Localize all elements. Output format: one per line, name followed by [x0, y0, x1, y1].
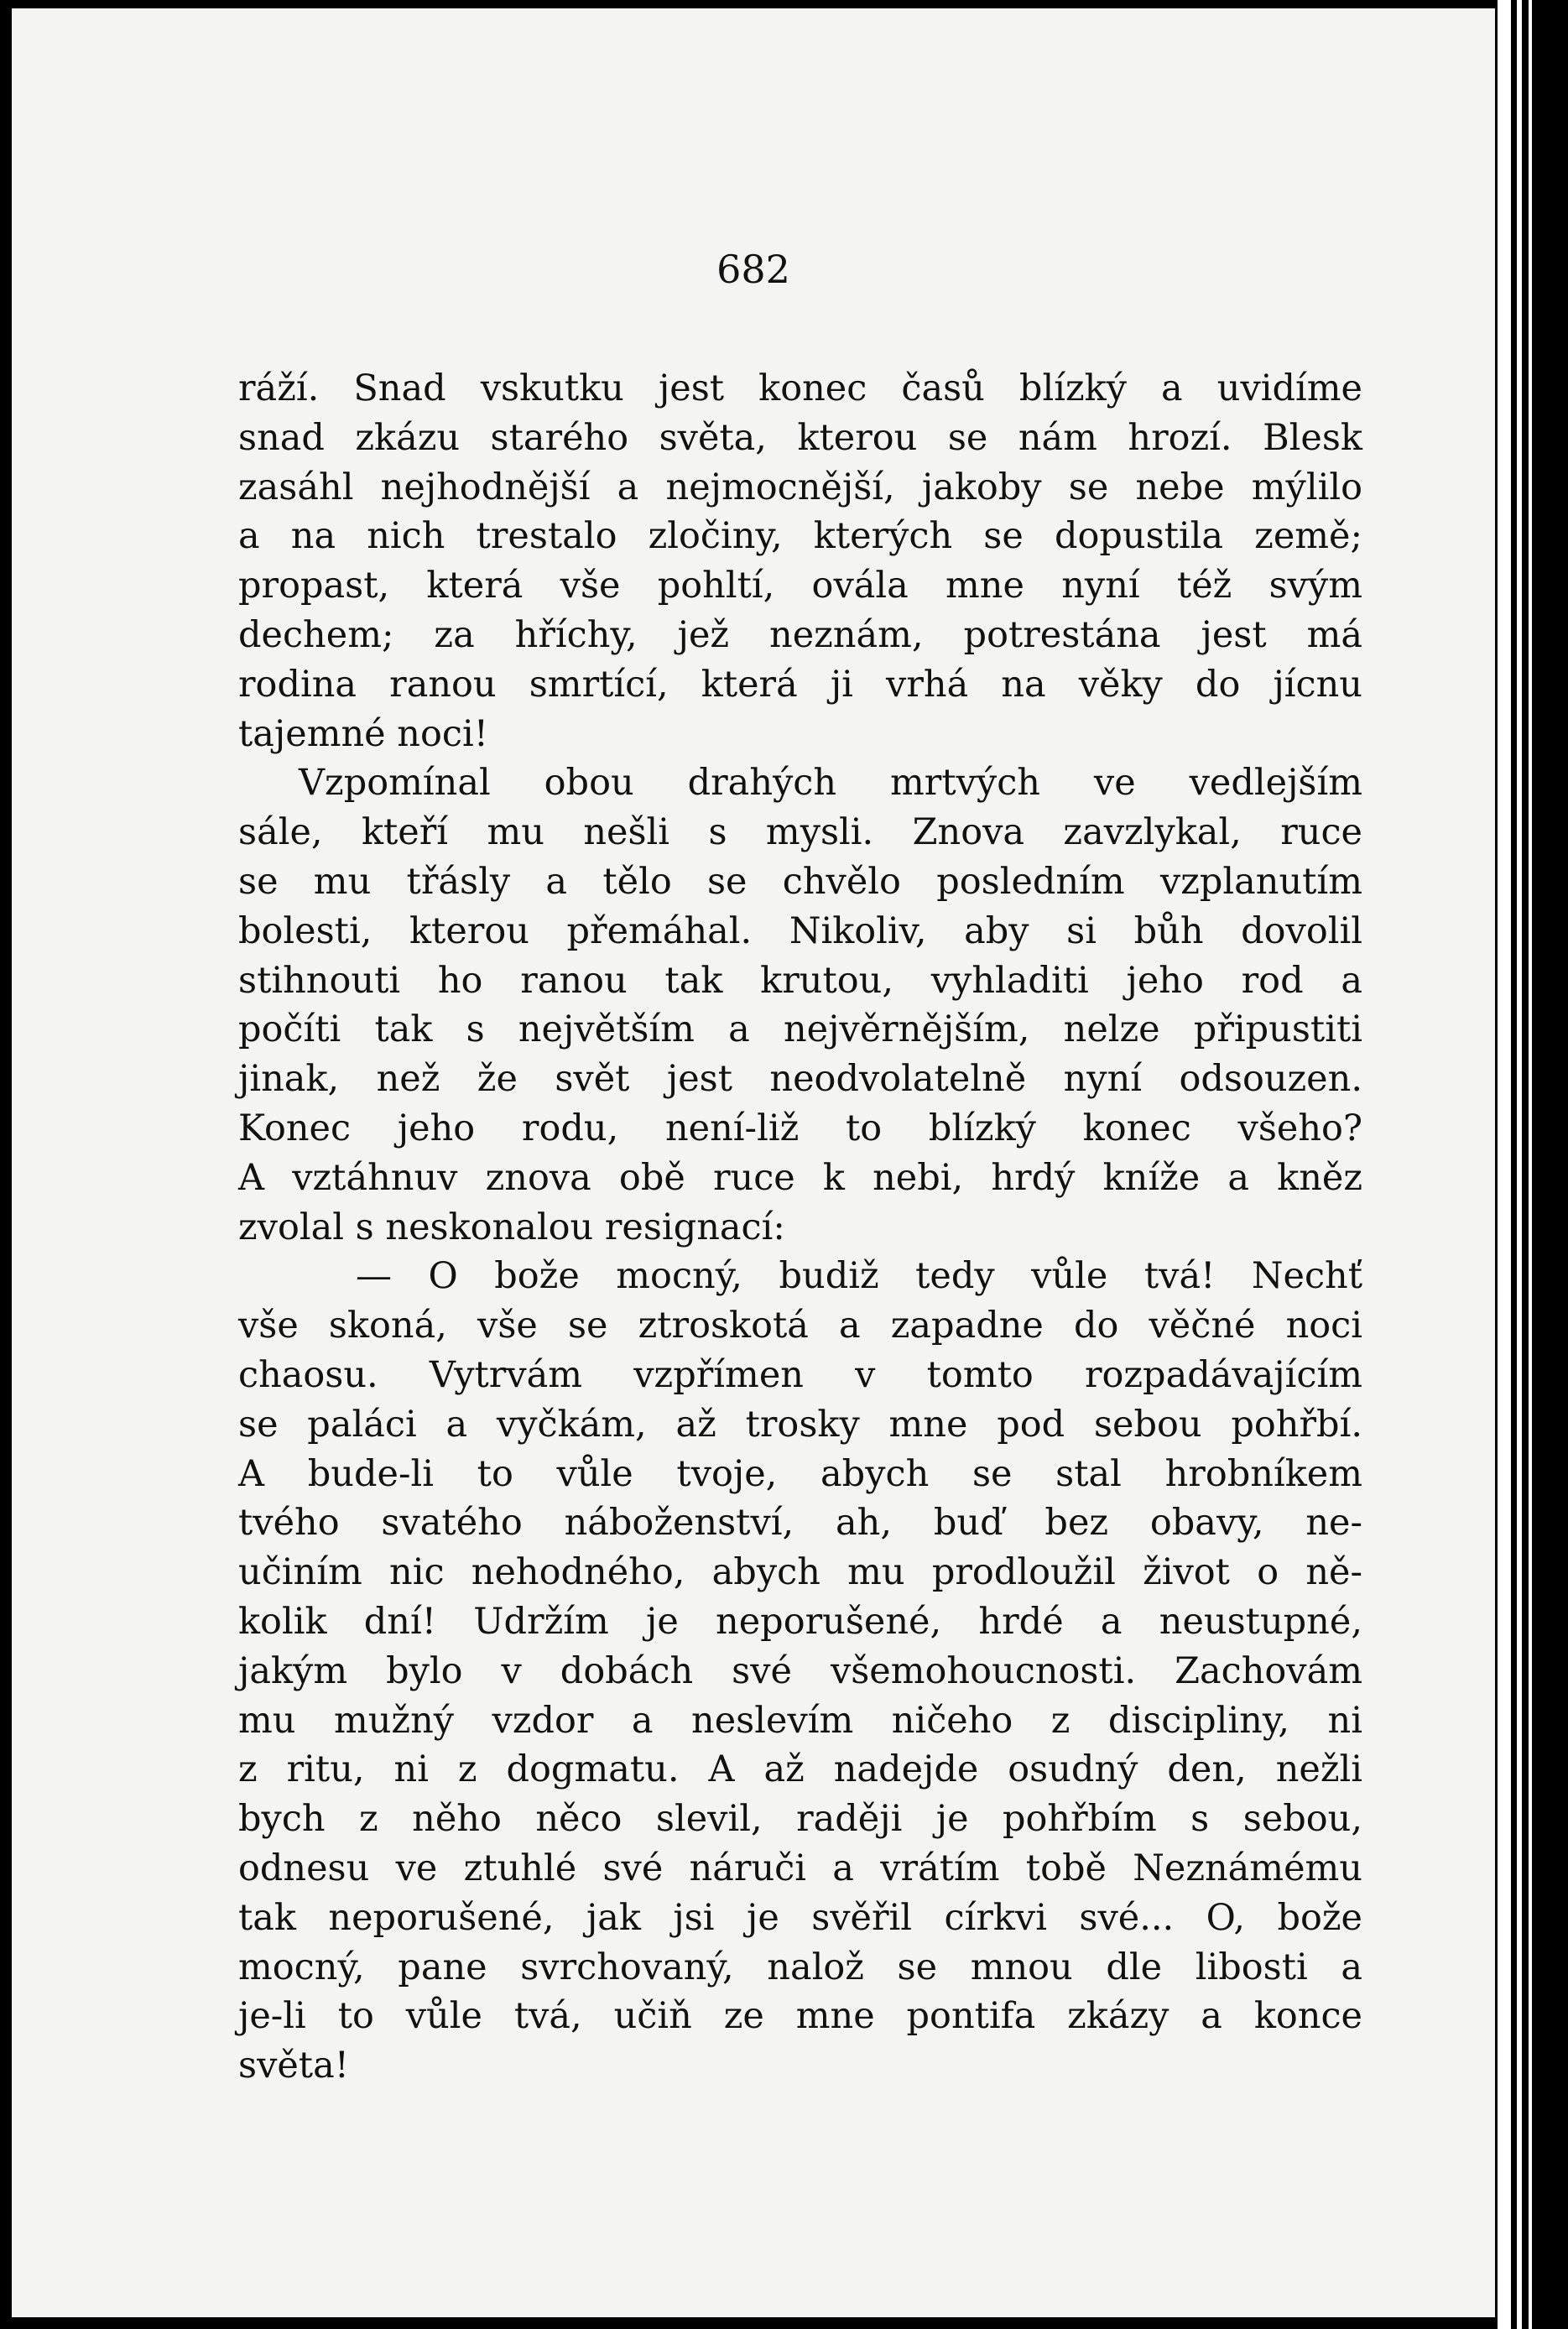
text-line: stihnouti ho ranou tak krutou, vyhladiti jeho rod a	[238, 959, 1362, 1002]
page-edge	[1498, 0, 1511, 2329]
text-line: mu mužný vzdor a neslevím ničeho z discipliny, ni	[238, 1699, 1362, 1742]
paragraph-end-line: tajemné noci!	[238, 712, 488, 755]
text-line: Konec jeho rodu, není-liž to blízký konec všeho?	[238, 1107, 1362, 1149]
text-line: sále, kteří mu nešli s mysli. Znova zavzlykal, ruce	[238, 811, 1362, 854]
book-page	[12, 8, 1495, 2317]
body-text	[238, 364, 1362, 2091]
text-line: mocný, pane svrchovaný, nalož se mnou dle libosti a	[238, 1946, 1362, 1988]
text-line: A vztáhnuv znova obě ruce k nebi, hrdý kníže a kněz	[238, 1156, 1362, 1199]
paragraph-start-line: Vzpomínal obou drahých mrtvých ve vedlejším	[299, 762, 1362, 805]
text-line: a na nich trestalo zločiny, kterých se dopustila země;	[238, 515, 1362, 558]
text-line: počíti tak s největším a nejvěrnějším, nelze připustiti	[238, 1008, 1362, 1051]
text-line: se mu třásly a tělo se chvělo posledním vzplanutím	[238, 860, 1362, 903]
text-line: odnesu ve ztuhlé své náruči a vrátím tobě Neznámému	[238, 1847, 1362, 1889]
text-line: zasáhl nejhodnější a nejmocnější, jakoby se nebe mýlilo	[238, 466, 1362, 508]
paragraph-end-line: světa!	[238, 2045, 350, 2087]
text-line: učiním nic nehodného, abych mu prodloužil život o ně-	[238, 1551, 1362, 1594]
page-edge	[1529, 0, 1532, 2329]
page-edge	[1517, 0, 1522, 2329]
text-line: se paláci a vyčkám, až trosky mne pod sebou pohřbí.	[238, 1403, 1362, 1446]
text-line: chaosu. Vytrvám vzpřímen v tomto rozpadávajícím	[238, 1353, 1362, 1396]
text-line: z ritu, ni z dogmatu. A až nadejde osudný den, nežli	[238, 1748, 1362, 1791]
text-line: vše skoná, vše se ztroskotá a zapadne do věčné noci	[238, 1305, 1362, 1347]
text-line: ráží. Snad vskutku jest konec časů blízký a uvidíme	[238, 367, 1362, 409]
text-line: propast, která vše pohltí, ovála mne nyní též svým	[238, 565, 1362, 607]
text-line: jakým bylo v dobách své všemohoucnosti. Zachovám	[238, 1649, 1362, 1692]
page-number: 682	[716, 247, 790, 292]
text-line: tvého svatého náboženství, ah, buď bez obavy, ne-	[238, 1502, 1362, 1545]
text-line: dechem; za hříchy, jež neznám, potrestána jest má	[238, 613, 1362, 656]
text-line: snad zkázu starého světa, kterou se nám hrozí. Blesk	[238, 416, 1362, 459]
text-line: tak neporušené, jak jsi je svěřil církvi své... O, bože	[238, 1896, 1362, 1939]
text-line: A bude-li to vůle tvoje, abych se stal hrobníkem	[238, 1452, 1362, 1495]
dialogue-start-line: — O bože mocný, budiž tedy vůle tvá! Nechť	[356, 1255, 1362, 1298]
text-line: bolesti, kterou přemáhal. Nikoliv, aby si bůh dovolil	[238, 909, 1362, 952]
text-line: rodina ranou smrtící, která ji vrhá na věky do jícnu	[238, 663, 1362, 706]
text-line: kolik dní! Udržím je neporušené, hrdé a neustupné,	[238, 1600, 1362, 1643]
text-line: jinak, než že svět jest neodvolatelně nyní odsouzen.	[238, 1058, 1362, 1101]
text-line: bych z něho něco slevil, raději je pohřbím s sebou,	[238, 1798, 1362, 1841]
paragraph-end-line: zvolal s neskonalou resignací:	[238, 1206, 785, 1248]
text-line: je-li to vůle tvá, učiň ze mne pontifa zkázy a konce	[238, 1995, 1362, 2038]
